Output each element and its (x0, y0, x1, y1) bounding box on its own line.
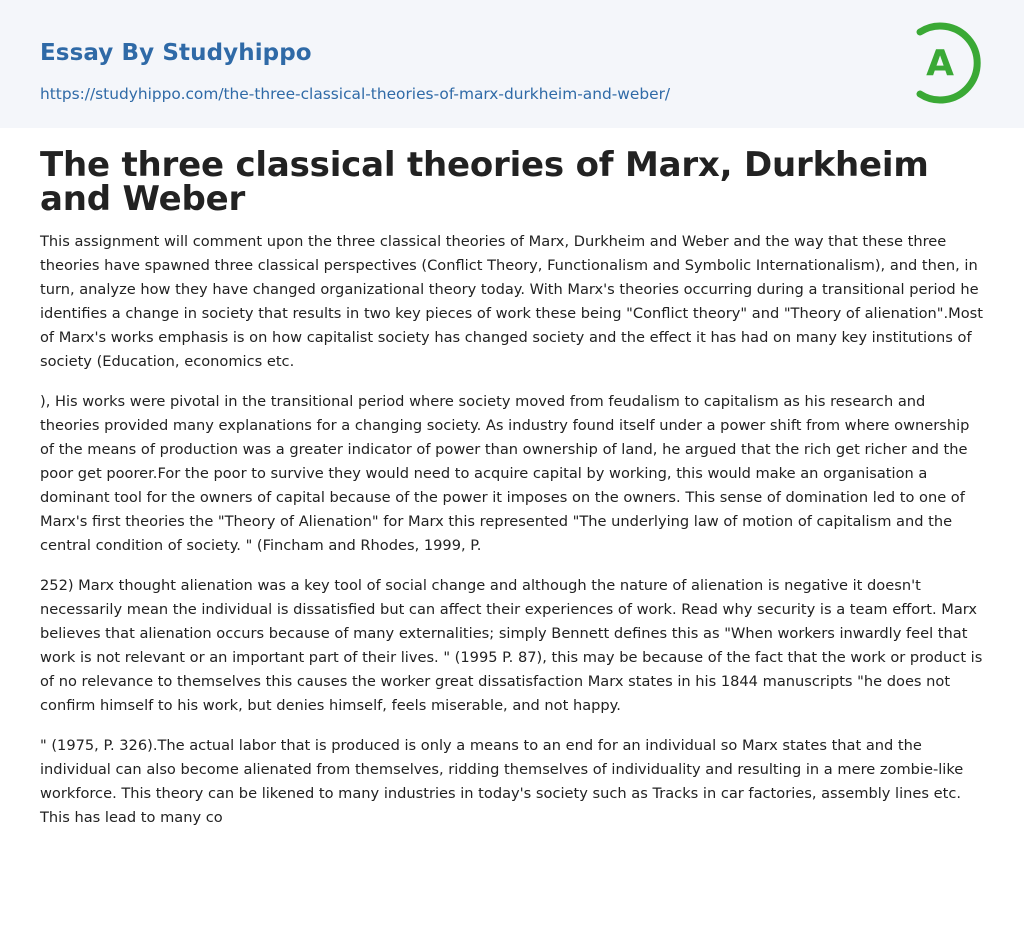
page-title: The three classical theories of Marx, Durkheim and Weber (40, 145, 929, 219)
studyhippo-logo-icon[interactable] (900, 18, 990, 108)
paragraph-1: This assignment will comment upon the three classical theories of Marx, Durkheim and Weber and the way that these three theories have spawned three classical perspectives (Conflict Theory, Functionalism and Symbolic Internationalism), and then, in turn, analyze how they have changed organizational theory today. With Marx's theories occurring during a transitional period he identifies a change in society that results in two key pieces of work these being "Conflict theory" and "Theory of alienation".Most of Marx's works emphasis is on how capitalist society has changed society and the effect it has had on many key institutions of society (Education, economics etc. (40, 233, 983, 370)
site-header (0, 0, 1024, 128)
logo-ring-icon (900, 18, 990, 108)
paragraph-2: ), His works were pivotal in the transitional period where society moved from feudalism to capitalism as his research and theories provided many explanations for a changing society. As industry found itself under a power shift from where ownership of the means of production was a greater indicator of power than ownership of land, he argued that the rich get richer and the poor get poorer.For the poor to survive they would need to acquire capital by working, this would make an organisation a dominant tool for the owners of capital because of the power it imposes on the owners. This sense of domination led to one of Marx's first theories the "Theory of Alienation" for Marx this represented "The underlying law of motion of capitalism and the central condition of society. " (Fincham and Rhodes, 1999, P. (40, 393, 970, 554)
article-body (40, 230, 984, 830)
essay-url-link[interactable]: https://studyhippo.com/the-three-classical-theories-of-marx-durkheim-and-weber/ (40, 85, 671, 103)
article (40, 145, 984, 846)
paragraph-3: 252) Marx thought alienation was a key tool of social change and although the nature of alienation is negative it doesn't necessarily mean the individual is dissatisfied but can affect their experiences of work. Read why security is a team effort. Marx believes that alienation occurs because of many externalities; simply Bennett defines this as "When workers inwardly feel that work is not relevant or an important part of their lives. " (1995 P. 87), this may be because of the fact that the work or product is of no relevance to themselves this causes the worker great dissatisfaction Marx states in his 1844 manuscripts "he does not confirm himself to his work, but denies himself, feels miserable, and not happy. (40, 577, 983, 714)
logo-letter: A (926, 43, 954, 84)
paragraph-4: " (1975, P. 326).The actual labor that is produced is only a means to an end for an individual so Marx states that and the individual can also become alienated from themselves, ridding themselves of individuality and resulting in a mere zombie-like workforce. This theory can be likened to many industries in today's society such as Tracks in car factories, assembly lines etc. This has lead to many co (40, 737, 964, 826)
brand-title[interactable]: Essay By Studyhippo (40, 40, 312, 66)
